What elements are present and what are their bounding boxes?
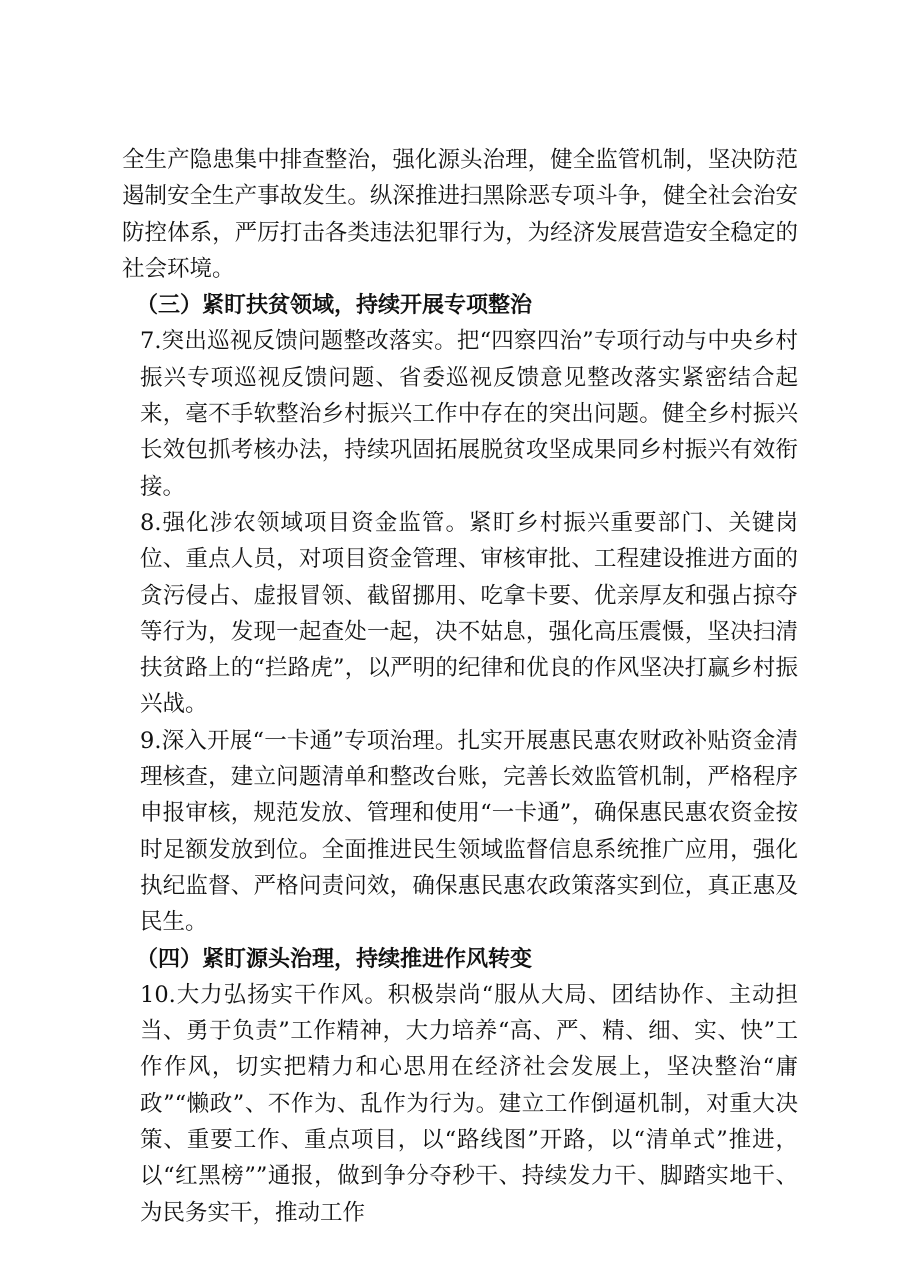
section-heading-poverty: （三）紧盯扶贫领域，持续开展专项整治 bbox=[136, 292, 533, 319]
paragraph-safety-continuation: 全生产隐患集中排查整治，强化源头治理，健全监管机制，坚决防范遏制安全生产事故发生。纵深推进扫黑除恶专项斗争，健全社会治安防控体系，严厉打击各类违法犯罪行为，为经济发展营造安全稳定的社会环境。 bbox=[122, 147, 798, 282]
paragraph-item-8: 8.强化涉农领域项目资金监管。紧盯乡村振兴重要部门、关键岗位、重点人员，对项目资金管理、审核审批、工程建设推进方面的贪污侵占、虚报冒领、截留挪用、吃拿卡要、优亲厚友和强占掠夺等行为，发现一起查处一起，决不姑息，强化高压震慑，坚决扫清扶贫路上的“拦路虎”，以严明的纪律和优良的作风坚决打赢乡村振兴战。 bbox=[140, 509, 798, 718]
document-page bbox=[122, 142, 798, 1231]
paragraph-item-7: 7.突出巡视反馈问题整改落实。把“四察四治”专项行动与中央乡村振兴专项巡视反馈问题、省委巡视反馈意见整改落实紧密结合起来，毫不手软整治乡村振兴工作中存在的突出问题。健全乡村振兴长效包抓考核办法，持续巩固拓展脱贫攻坚成果同乡村振兴有效衔接。 bbox=[140, 328, 798, 500]
paragraph-item-10: 10.大力弘扬实干作风。积极崇尚“服从大局、团结协作、主动担当、勇于负责”工作精神，大力培养“高、严、精、细、实、快”工作作风，切实把精力和心思用在经济社会发展上，坚决整治“庸政”“懒政”、不作为、乱作为行为。建立工作倒逼机制，对重大决策、重要工作、重点项目，以“路线图”开路，以“清单式”推进，以“红黑榜””通报，做到争分夺秒干、持续发力干、脚踏实地干、为民务实干，推动工作 bbox=[140, 981, 798, 1226]
section-heading-source-governance: （四）紧盯源头治理，持续推进作风转变 bbox=[136, 945, 533, 972]
paragraph-item-9: 9.深入开展“一卡通”专项治理。扎实开展惠民惠农财政补贴资金清理核查，建立问题清单和整改台账，完善长效监管机制，严格程序申报审核，规范发放、管理和使用“一卡通”，确保惠民惠农资金按时足额发放到位。全面推进民生领域监督信息系统推广应用，强化执纪监督、严格问责问效，确保惠民惠农政策落实到位，真正惠及民生。 bbox=[140, 727, 798, 936]
